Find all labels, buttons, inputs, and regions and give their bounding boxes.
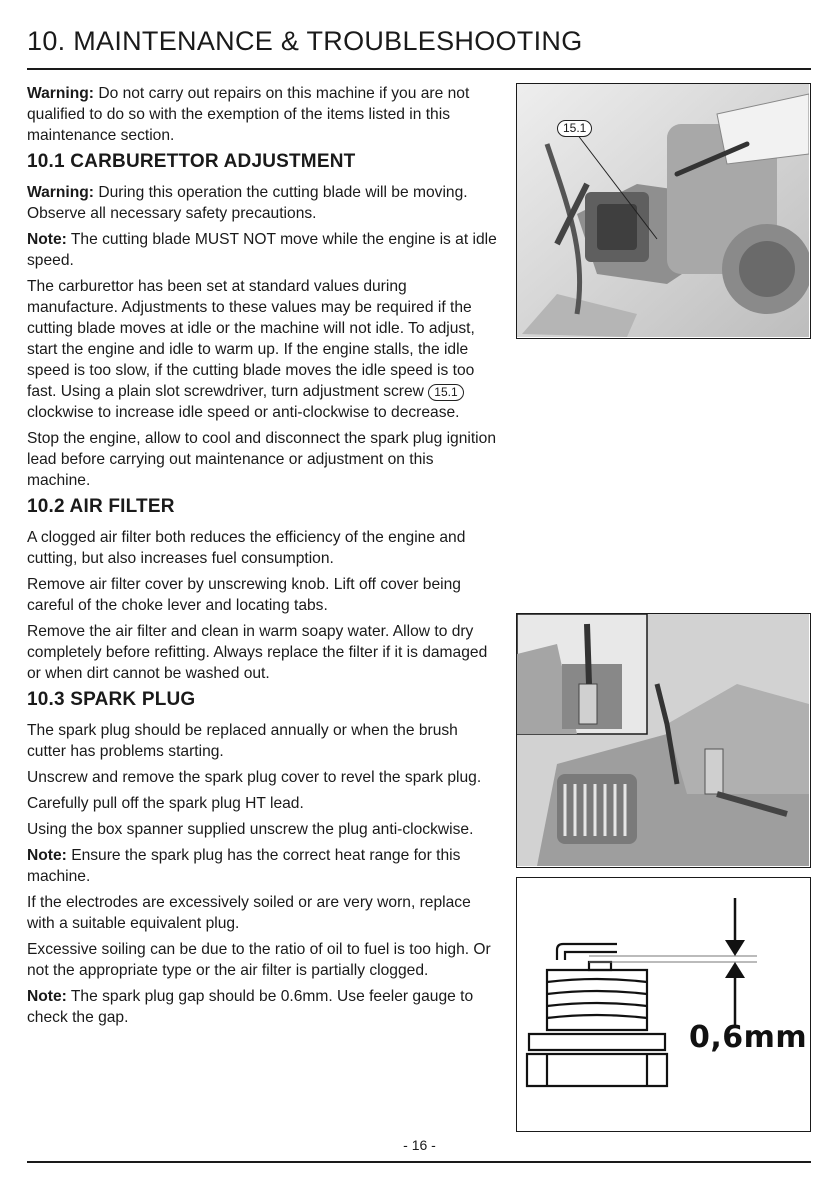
spark-note xyxy=(27,986,497,1028)
note-text: Ensure the spark plug has the correct heat range for this machine. xyxy=(27,847,461,885)
callout-badge: 15.1 xyxy=(428,384,463,401)
carb-paragraph-end: clockwise to increase idle speed or anti-clockwise to decrease. xyxy=(27,404,460,421)
carb-note xyxy=(27,229,497,271)
warning-text: Do not carry out repairs on this machine if you are not qualified to do so with the exemption of the items listed in this maintenance section. xyxy=(27,85,470,144)
spark-paragraph: If the electrodes are excessively soiled or are very worn, replace with a suitable equivalent plug. xyxy=(27,894,471,932)
spark-paragraph: Using the box spanner supplied unscrew the plug anti-clockwise. xyxy=(27,821,474,838)
section-heading-air-filter: 10.2 AIR FILTER xyxy=(27,496,175,517)
carb-paragraph: Stop the engine, allow to cool and disconnect the spark plug ignition lead before carrying out maintenance or adjustment on this machine. xyxy=(27,430,496,489)
header-divider xyxy=(27,68,811,70)
note-label: Note: xyxy=(27,847,67,864)
spark-plug-illustration xyxy=(517,614,809,866)
spark-paragraph: Excessive soiling can be due to the ratio of oil to fuel is too high. Or not the appropriate type or the air filter is partially clogged. xyxy=(27,941,491,979)
carb-warning xyxy=(27,182,497,224)
warning-label: Warning: xyxy=(27,85,94,102)
carburettor-photo xyxy=(516,83,811,339)
section-heading-spark-plug: 10.3 SPARK PLUG xyxy=(27,689,196,710)
spark-note xyxy=(27,845,497,887)
note-label: Note: xyxy=(27,988,67,1005)
note-text: The spark plug gap should be 0.6mm. Use feeler gauge to check the gap. xyxy=(27,988,474,1026)
section-heading-carburettor: 10.1 CARBURETTOR ADJUSTMENT xyxy=(27,151,356,172)
footer-divider xyxy=(27,1161,811,1163)
spark-plug-gap-diagram xyxy=(516,877,811,1132)
warning-label: Warning: xyxy=(27,184,94,201)
air-paragraph: A clogged air filter both reduces the efficiency of the engine and cutting, but also increases fuel consumption. xyxy=(27,529,466,567)
spark-paragraph: Unscrew and remove the spark plug cover to revel the spark plug. xyxy=(27,769,482,786)
note-label: Note: xyxy=(27,231,67,248)
intro-warning xyxy=(27,83,497,146)
warning-text: During this operation the cutting blade will be moving. Observe all necessary safety precautions. xyxy=(27,184,468,222)
page-number: - 16 - xyxy=(403,1137,436,1153)
spark-paragraph: The spark plug should be replaced annually or when the brush cutter has problems starting. xyxy=(27,722,458,760)
carb-paragraph xyxy=(27,276,497,423)
air-paragraph: Remove the air filter and clean in warm soapy water. Allow to dry completely before refitting. Always replace the filter if it is damaged or when dirt cannot be washed out. xyxy=(27,623,488,682)
spark-plug-gap-drawing xyxy=(517,878,809,1130)
spark-paragraph: Carefully pull off the spark plug HT lead. xyxy=(27,795,304,812)
note-text: The cutting blade MUST NOT move while the engine is at idle speed. xyxy=(27,231,497,269)
callout-badge: 15.1 xyxy=(557,120,592,137)
spark-plug-photo xyxy=(516,613,811,868)
main-text-column xyxy=(27,83,497,1033)
gap-measurement-label: 0,6mm xyxy=(689,1020,808,1055)
air-paragraph: Remove air filter cover by unscrewing knob. Lift off cover being careful of the choke lever and locating tabs. xyxy=(27,576,461,614)
carb-paragraph-start: The carburettor has been set at standard values during manufacture. Adjustments to these values may be required if the cutting blade moves at idle or the machine will not idle. To adjust, start the engine and idle to warm up. If the engine stalls, the idle speed is too slow, if the cutting blade moves the idle speed is too fast. Using a plain slot screwdriver, turn adjustment screw xyxy=(27,278,475,400)
page-title: 10. MAINTENANCE & TROUBLESHOOTING xyxy=(27,26,583,56)
